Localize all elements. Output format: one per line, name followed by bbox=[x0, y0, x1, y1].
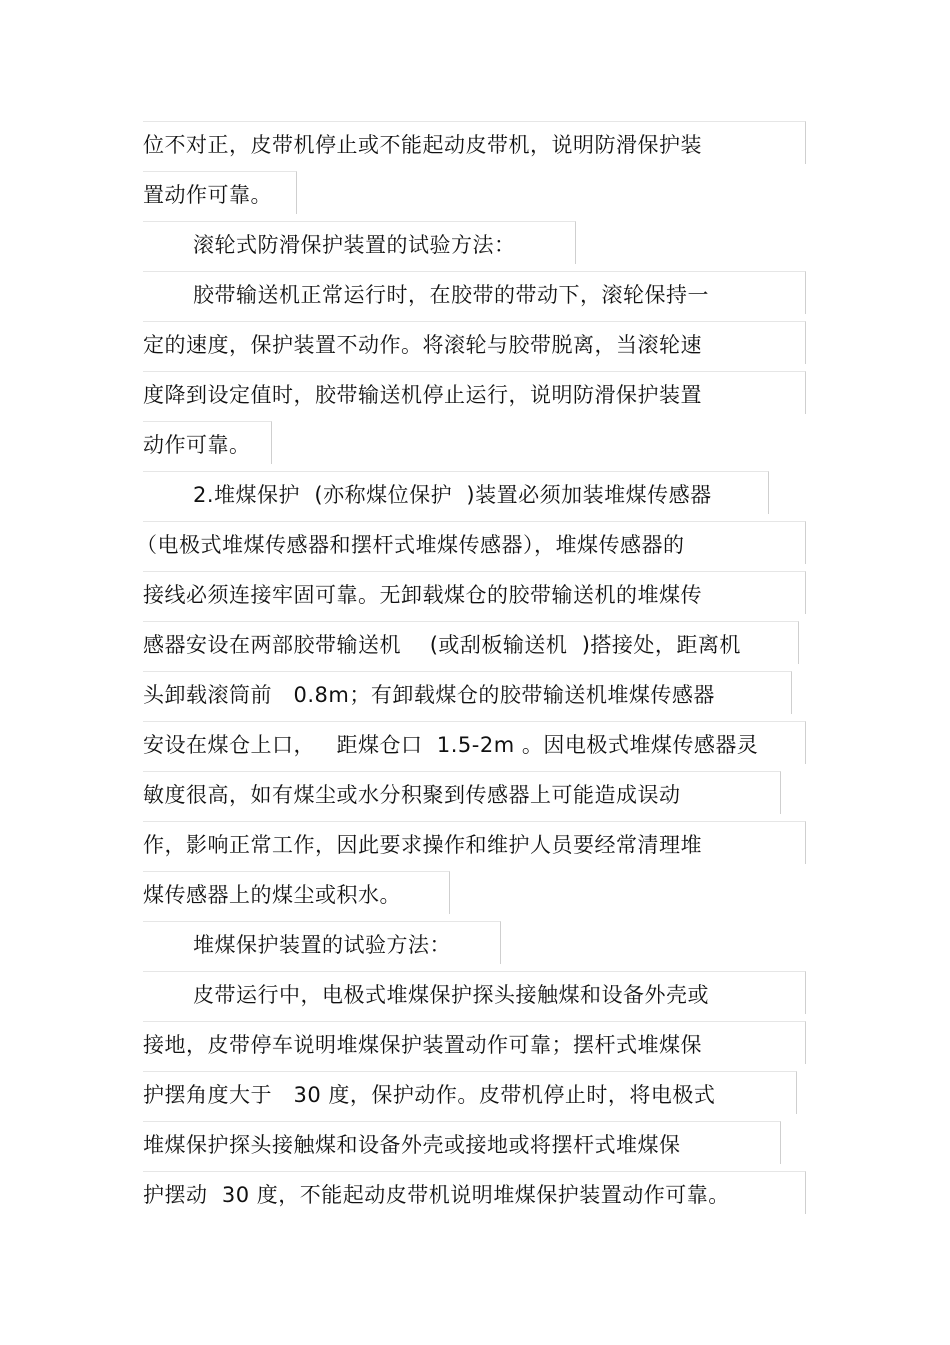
text-line: 定的速度，保护装置不动作。将滚轮与胶带脱离，当滚轮速 bbox=[143, 333, 702, 357]
section-heading: 堆煤保护装置的试验方法： bbox=[193, 933, 451, 957]
text-line: 煤传感器上的煤尘或积水。 bbox=[143, 883, 401, 907]
text-line: 安设在煤仓上口， 距煤仓口 1.5-2m 。因电极式堆煤传感器灵 bbox=[143, 733, 759, 757]
text-line: 皮带运行中，电极式堆煤保护探头接触煤和设备外壳或 bbox=[193, 983, 709, 1007]
text-line: 敏度很高，如有煤尘或水分积聚到传感器上可能造成误动 bbox=[143, 783, 681, 807]
text-line: 头卸载滚筒前 0.8m；有卸载煤仓的胶带输送机堆煤传感器 bbox=[143, 683, 715, 707]
text-line: 置动作可靠。 bbox=[143, 183, 272, 207]
text-line: 位不对正，皮带机停止或不能起动皮带机，说明防滑保护装 bbox=[143, 133, 702, 157]
text-line: 感器安设在两部胶带输送机 (或刮板输送机 )搭接处，距离机 bbox=[143, 633, 741, 657]
text-line: 接线必须连接牢固可靠。无卸载煤仓的胶带输送机的堆煤传 bbox=[143, 583, 702, 607]
text-line: 护摆动 30 度，不能起动皮带机说明堆煤保护装置动作可靠。 bbox=[143, 1183, 730, 1207]
text-line: 堆煤保护探头接触煤和设备外壳或接地或将摆杆式堆煤保 bbox=[143, 1133, 681, 1157]
text-line: 度降到设定值时，胶带输送机停止运行，说明防滑保护装置 bbox=[143, 383, 702, 407]
text-line: 接地，皮带停车说明堆煤保护装置动作可靠；摆杆式堆煤保 bbox=[143, 1033, 702, 1057]
text-line: 动作可靠。 bbox=[143, 433, 251, 457]
text-line: 作，影响正常工作，因此要求操作和维护人员要经常清理堆 bbox=[143, 833, 702, 857]
text-line: 胶带输送机正常运行时，在胶带的带动下，滚轮保持一 bbox=[193, 283, 709, 307]
section-heading: 2.堆煤保护 (亦称煤位保护 )装置必须加装堆煤传感器 bbox=[193, 483, 712, 507]
text-line: （电极式堆煤传感器和摆杆式堆煤传感器），堆煤传感器的 bbox=[136, 533, 685, 557]
section-heading: 滚轮式防滑保护装置的试验方法： bbox=[193, 233, 516, 257]
text-line: 护摆角度大于 30 度，保护动作。皮带机停止时，将电极式 bbox=[143, 1083, 716, 1107]
